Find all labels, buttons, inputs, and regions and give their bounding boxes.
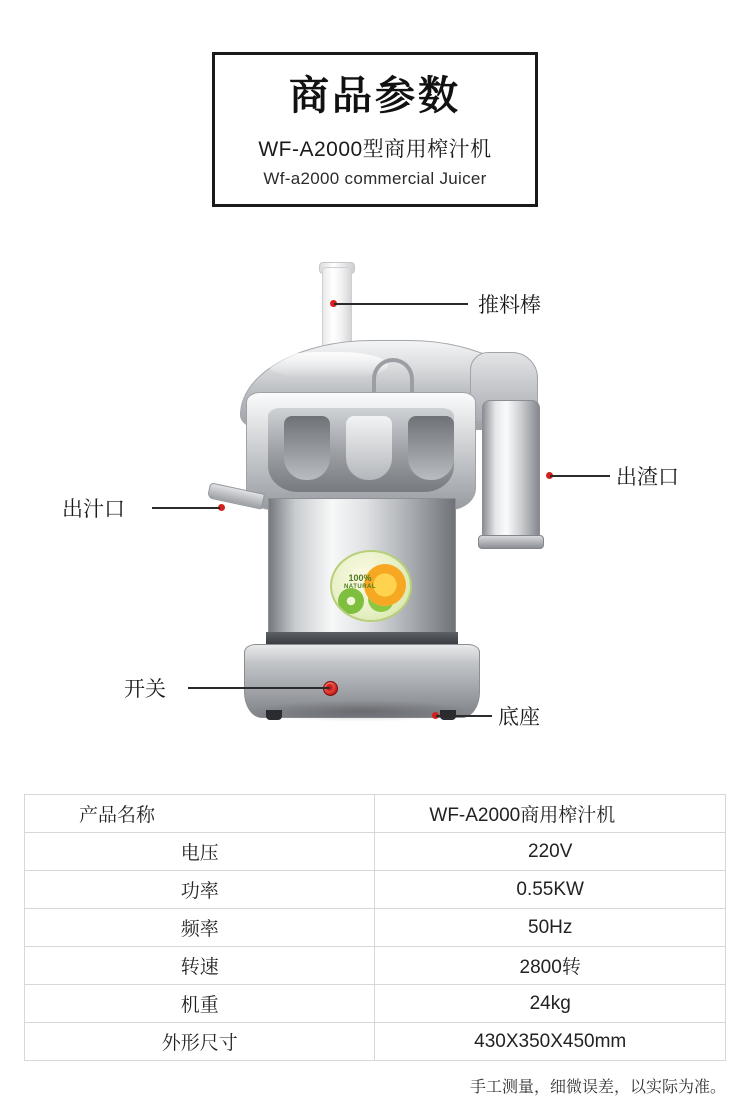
badge-percent: 100% NATURAL [340,574,380,590]
table-row [25,909,726,947]
spec-key: 产品名称 [25,795,375,833]
spec-key: 转速 [25,947,375,985]
callout-label-juice-outlet: 出汁口 [62,498,125,521]
bowl-window-right [408,416,454,480]
pulp-chute [482,400,540,545]
callout-label-base: 底座 [498,706,540,729]
callout-label-pulp-outlet: 出渣口 [616,466,679,489]
callout-line-switch [188,687,330,689]
badge-word: NATURAL [343,583,377,590]
callout-line-pusher [334,303,468,305]
callout-label-switch: 开关 [124,678,166,701]
kiwi-slice-icon [338,588,364,614]
spec-key: 电压 [25,833,375,871]
spec-table [24,794,726,1061]
table-row [25,871,726,909]
product-illustration [0,240,750,760]
table-row [25,1023,726,1061]
top-shell-highlight [268,352,388,378]
spec-value: 220V [375,833,726,871]
bowl-window-center [346,416,392,480]
spec-value: 0.55KW [375,871,726,909]
spec-value: 430X350X450mm [375,1023,726,1061]
natural-badge [330,550,412,622]
pulp-chute-lip [478,535,544,549]
spec-key: 机重 [25,985,375,1023]
header-banner [212,52,538,207]
bowl-window-left [284,416,330,480]
base-shadow [252,700,472,722]
callout-label-pusher: 推料棒 [478,294,541,317]
page-title: 商品参数 [289,74,461,118]
callout-line-juice-outlet [152,507,220,509]
callout-line-pulp-outlet [550,475,610,477]
spec-value: WF-A2000商用榨汁机 [375,795,726,833]
spec-key: 功率 [25,871,375,909]
header-subtitle-cn: WF-A2000型商用榨汁机 [258,138,492,161]
spec-value: 2800转 [375,947,726,985]
table-row [25,947,726,985]
table-row [25,833,726,871]
spec-table-body [25,795,726,1061]
spec-value: 24kg [375,985,726,1023]
spec-key: 外形尺寸 [25,1023,375,1061]
measurement-note: 手工测量，细微误差，以实际为准。 [469,1079,726,1096]
table-row [25,795,726,833]
table-row [25,985,726,1023]
callout-line-base [436,715,492,717]
header-subtitle-en: Wf-a2000 commercial Juicer [263,169,487,188]
spec-key: 频率 [25,909,375,947]
spec-value: 50Hz [375,909,726,947]
